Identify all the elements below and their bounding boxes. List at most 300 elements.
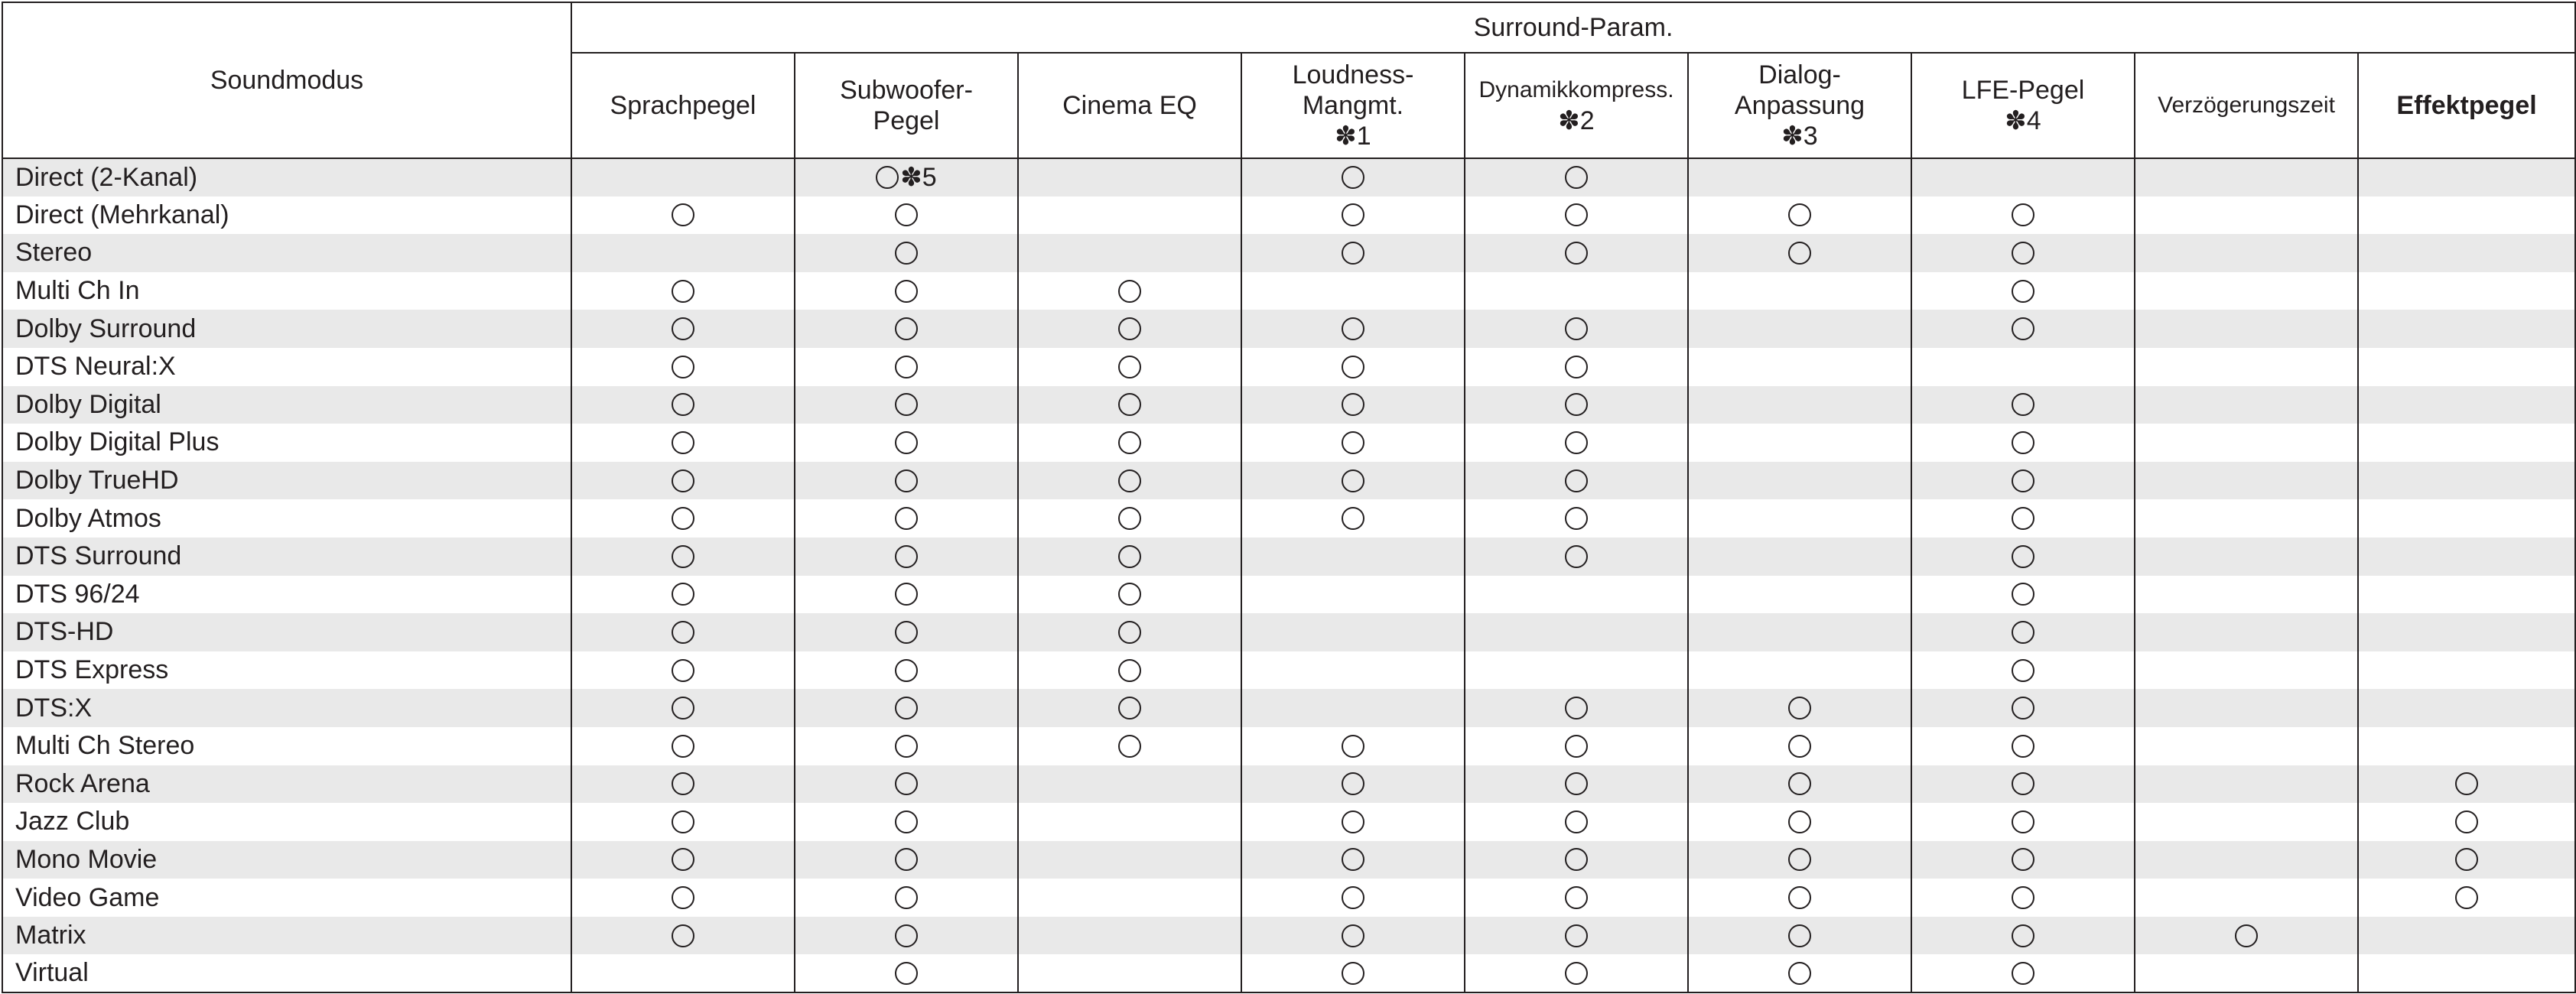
- cell-cinema-eq: [1018, 841, 1241, 879]
- supported-circle-icon: [1565, 924, 1588, 947]
- cell-loudness-mangmt: [1241, 727, 1465, 765]
- column-header-sprachpegel: Sprachpegel: [571, 53, 795, 158]
- cell-subwoofer-pegel: [795, 499, 1018, 538]
- supported-circle-icon: [1565, 507, 1588, 530]
- supported-circle-icon: [1565, 242, 1588, 265]
- sound-mode-name: Dolby Atmos: [2, 499, 571, 538]
- supported-circle-icon: [1342, 166, 1364, 189]
- column-header-cinema-eq: Cinema EQ: [1018, 53, 1241, 158]
- cell-subwoofer-pegel: [795, 879, 1018, 917]
- cell-cinema-eq: [1018, 917, 1241, 955]
- supported-circle-icon: [2012, 393, 2034, 416]
- cell-subwoofer-pegel: [795, 538, 1018, 576]
- cell-subwoofer-pegel: [795, 197, 1018, 235]
- cell-cinema-eq: [1018, 197, 1241, 235]
- sound-mode-name: Dolby TrueHD: [2, 462, 571, 500]
- cell-cinema-eq: [1018, 651, 1241, 690]
- table-row: [2, 841, 2575, 879]
- cell-sprachpegel: [571, 689, 795, 727]
- supported-circle-icon: [2012, 203, 2034, 226]
- supported-circle-icon: [2012, 545, 2034, 568]
- cell-dialog-anpassung: [1688, 234, 1911, 272]
- supported-circle-icon: [1342, 962, 1364, 985]
- supported-circle-icon: [1565, 886, 1588, 909]
- supported-circle-icon: [1788, 735, 1811, 758]
- cell-loudness-mangmt: [1241, 348, 1465, 386]
- supported-circle-icon: [1342, 735, 1364, 758]
- sound-mode-name: DTS-HD: [2, 613, 571, 651]
- cell-effektpegel: [2358, 689, 2575, 727]
- cell-verzoegerungszeit: [2135, 386, 2358, 424]
- table-row: [2, 234, 2575, 272]
- table-row: [2, 613, 2575, 651]
- footnote-marker: ✽5: [900, 163, 937, 193]
- cell-dynamikkompress: [1465, 197, 1688, 235]
- cell-dialog-anpassung: [1688, 386, 1911, 424]
- cell-sprachpegel: [571, 765, 795, 804]
- cell-subwoofer-pegel: [795, 765, 1018, 804]
- cell-lfe-pegel: [1911, 689, 2135, 727]
- supported-circle-icon: [1565, 356, 1588, 378]
- surround-param-header: Surround-Param.: [571, 2, 2575, 53]
- cell-subwoofer-pegel: [795, 803, 1018, 841]
- cell-dynamikkompress: [1465, 158, 1688, 197]
- supported-circle-icon: [895, 621, 918, 644]
- supported-circle-icon: [672, 356, 694, 378]
- cell-sprachpegel: [571, 879, 795, 917]
- supported-circle-icon: [2012, 772, 2034, 795]
- supported-circle-icon: [672, 697, 694, 720]
- cell-loudness-mangmt: [1241, 272, 1465, 310]
- cell-subwoofer-pegel: [795, 386, 1018, 424]
- sound-mode-name: DTS:X: [2, 689, 571, 727]
- cell-cinema-eq: [1018, 424, 1241, 462]
- cell-subwoofer-pegel: [795, 917, 1018, 955]
- cell-lfe-pegel: [1911, 917, 2135, 955]
- supported-circle-icon: [895, 317, 918, 340]
- cell-verzoegerungszeit: [2135, 538, 2358, 576]
- cell-lfe-pegel: [1911, 954, 2135, 992]
- supported-circle-icon: [672, 583, 694, 606]
- cell-dynamikkompress: [1465, 272, 1688, 310]
- supported-circle-icon: [672, 848, 694, 871]
- cell-loudness-mangmt: [1241, 765, 1465, 804]
- supported-circle-icon: [1788, 697, 1811, 720]
- supported-circle-icon: [672, 810, 694, 833]
- cell-verzoegerungszeit: [2135, 841, 2358, 879]
- cell-sprachpegel: [571, 197, 795, 235]
- cell-subwoofer-pegel: [795, 689, 1018, 727]
- cell-dialog-anpassung: [1688, 197, 1911, 235]
- cell-subwoofer-pegel: [795, 954, 1018, 992]
- cell-loudness-mangmt: [1241, 613, 1465, 651]
- cell-loudness-mangmt: [1241, 651, 1465, 690]
- column-header-loudness-mangmt: Loudness- Mangmt. ✽1: [1241, 53, 1465, 158]
- column-header-effektpegel: Effektpegel: [2358, 53, 2575, 158]
- cell-effektpegel: [2358, 462, 2575, 500]
- supported-circle-icon: [2012, 848, 2034, 871]
- supported-circle-icon: [2455, 810, 2478, 833]
- supported-circle-icon: [1788, 962, 1811, 985]
- supported-circle-icon: [1565, 848, 1588, 871]
- cell-verzoegerungszeit: [2135, 310, 2358, 348]
- column-header-lfe-pegel: LFE-Pegel ✽4: [1911, 53, 2135, 158]
- table-row: [2, 651, 2575, 690]
- supported-circle-icon: [1565, 772, 1588, 795]
- supported-circle-icon: [1118, 469, 1141, 492]
- cell-dialog-anpassung: [1688, 348, 1911, 386]
- cell-lfe-pegel: [1911, 613, 2135, 651]
- cell-dialog-anpassung: [1688, 272, 1911, 310]
- cell-effektpegel: [2358, 879, 2575, 917]
- cell-dynamikkompress: [1465, 424, 1688, 462]
- supported-circle-icon: [2012, 886, 2034, 909]
- cell-lfe-pegel: [1911, 197, 2135, 235]
- cell-cinema-eq: [1018, 158, 1241, 197]
- cell-sprachpegel: [571, 462, 795, 500]
- cell-sprachpegel: [571, 234, 795, 272]
- supported-circle-icon: [895, 469, 918, 492]
- cell-effektpegel: [2358, 348, 2575, 386]
- cell-subwoofer-pegel: [795, 158, 1018, 197]
- supported-circle-icon: [2012, 280, 2034, 303]
- supported-circle-icon: [1342, 772, 1364, 795]
- sound-mode-name: Mono Movie: [2, 841, 571, 879]
- cell-effektpegel: [2358, 651, 2575, 690]
- sound-mode-name: Dolby Surround: [2, 310, 571, 348]
- supported-circle-icon: [1118, 583, 1141, 606]
- supported-circle-icon: [672, 621, 694, 644]
- supported-circle-icon: [2012, 507, 2034, 530]
- supported-circle-icon: [1565, 697, 1588, 720]
- cell-verzoegerungszeit: [2135, 499, 2358, 538]
- supported-circle-icon: [1342, 810, 1364, 833]
- cell-dynamikkompress: [1465, 651, 1688, 690]
- supported-circle-icon: [1788, 886, 1811, 909]
- table-row: [2, 348, 2575, 386]
- sound-mode-name: DTS Express: [2, 651, 571, 690]
- table-row: [2, 576, 2575, 614]
- supported-circle-icon: [895, 848, 918, 871]
- cell-lfe-pegel: [1911, 348, 2135, 386]
- cell-dynamikkompress: [1465, 841, 1688, 879]
- supported-circle-icon: [1342, 393, 1364, 416]
- supported-circle-icon: [1342, 469, 1364, 492]
- cell-lfe-pegel: [1911, 499, 2135, 538]
- cell-effektpegel: [2358, 803, 2575, 841]
- cell-lfe-pegel: [1911, 272, 2135, 310]
- supported-circle-icon: [2455, 772, 2478, 795]
- cell-cinema-eq: [1018, 576, 1241, 614]
- cell-dialog-anpassung: [1688, 689, 1911, 727]
- cell-subwoofer-pegel: [795, 424, 1018, 462]
- supported-circle-icon: [2012, 697, 2034, 720]
- column-header-dynamikkompress: Dynamikkompress. ✽2: [1465, 53, 1688, 158]
- cell-loudness-mangmt: [1241, 879, 1465, 917]
- supported-circle-icon: [2012, 242, 2034, 265]
- cell-dynamikkompress: [1465, 727, 1688, 765]
- cell-effektpegel: [2358, 499, 2575, 538]
- cell-cinema-eq: [1018, 613, 1241, 651]
- supported-circle-icon: [1118, 507, 1141, 530]
- cell-verzoegerungszeit: [2135, 158, 2358, 197]
- cell-loudness-mangmt: [1241, 462, 1465, 500]
- cell-cinema-eq: [1018, 879, 1241, 917]
- cell-dialog-anpassung: [1688, 954, 1911, 992]
- table-row: [2, 197, 2575, 235]
- cell-effektpegel: [2358, 197, 2575, 235]
- cell-sprachpegel: [571, 538, 795, 576]
- supported-circle-icon: [1118, 317, 1141, 340]
- cell-verzoegerungszeit: [2135, 424, 2358, 462]
- supported-circle-icon: [895, 659, 918, 682]
- cell-loudness-mangmt: [1241, 538, 1465, 576]
- cell-sprachpegel: [571, 424, 795, 462]
- cell-lfe-pegel: [1911, 727, 2135, 765]
- cell-verzoegerungszeit: [2135, 348, 2358, 386]
- supported-circle-icon: [1118, 393, 1141, 416]
- supported-circle-icon: [895, 962, 918, 985]
- supported-circle-icon: [1565, 469, 1588, 492]
- cell-dynamikkompress: [1465, 954, 1688, 992]
- cell-lfe-pegel: [1911, 310, 2135, 348]
- cell-lfe-pegel: [1911, 803, 2135, 841]
- cell-loudness-mangmt: [1241, 197, 1465, 235]
- table-row: [2, 879, 2575, 917]
- cell-verzoegerungszeit: [2135, 576, 2358, 614]
- cell-effektpegel: [2358, 917, 2575, 955]
- cell-dialog-anpassung: [1688, 462, 1911, 500]
- cell-effektpegel: [2358, 272, 2575, 310]
- cell-cinema-eq: [1018, 499, 1241, 538]
- supported-circle-icon: [895, 583, 918, 606]
- column-header-subwoofer-pegel: Subwoofer- Pegel: [795, 53, 1018, 158]
- cell-effektpegel: [2358, 954, 2575, 992]
- cell-dialog-anpassung: [1688, 613, 1911, 651]
- supported-circle-icon: [1342, 848, 1364, 871]
- supported-circle-icon: [1788, 772, 1811, 795]
- table-row: [2, 272, 2575, 310]
- supported-circle-icon: [1118, 545, 1141, 568]
- cell-effektpegel: [2358, 158, 2575, 197]
- supported-circle-icon: [2235, 924, 2258, 947]
- supported-circle-icon: [1342, 924, 1364, 947]
- cell-cinema-eq: [1018, 348, 1241, 386]
- table-row: [2, 689, 2575, 727]
- cell-verzoegerungszeit: [2135, 803, 2358, 841]
- sound-mode-name: DTS 96/24: [2, 576, 571, 614]
- supported-circle-icon: [2012, 431, 2034, 454]
- cell-dynamikkompress: [1465, 386, 1688, 424]
- cell-effektpegel: [2358, 310, 2575, 348]
- supported-circle-icon: [2012, 469, 2034, 492]
- cell-subwoofer-pegel: [795, 462, 1018, 500]
- table-row: [2, 538, 2575, 576]
- cell-lfe-pegel: [1911, 462, 2135, 500]
- cell-lfe-pegel: [1911, 765, 2135, 804]
- cell-effektpegel: [2358, 613, 2575, 651]
- cell-dynamikkompress: [1465, 462, 1688, 500]
- supported-circle-icon: [2455, 886, 2478, 909]
- cell-sprachpegel: [571, 803, 795, 841]
- supported-circle-icon: [2012, 962, 2034, 985]
- footnote-marker: ✽1: [1335, 122, 1371, 151]
- sound-mode-name: Multi Ch Stereo: [2, 727, 571, 765]
- cell-loudness-mangmt: [1241, 499, 1465, 538]
- cell-dynamikkompress: [1465, 613, 1688, 651]
- supported-circle-icon: [672, 545, 694, 568]
- cell-loudness-mangmt: [1241, 424, 1465, 462]
- cell-effektpegel: [2358, 765, 2575, 804]
- cell-dialog-anpassung: [1688, 765, 1911, 804]
- cell-lfe-pegel: [1911, 576, 2135, 614]
- supported-circle-icon: [2455, 848, 2478, 871]
- cell-cinema-eq: [1018, 689, 1241, 727]
- supported-circle-icon: [895, 356, 918, 378]
- sound-mode-name: Dolby Digital: [2, 386, 571, 424]
- sound-mode-name: Rock Arena: [2, 765, 571, 804]
- footnote-marker: ✽4: [2005, 106, 2041, 135]
- cell-lfe-pegel: [1911, 879, 2135, 917]
- cell-verzoegerungszeit: [2135, 613, 2358, 651]
- cell-loudness-mangmt: [1241, 689, 1465, 727]
- cell-verzoegerungszeit: [2135, 462, 2358, 500]
- cell-effektpegel: [2358, 727, 2575, 765]
- cell-dynamikkompress: [1465, 803, 1688, 841]
- supported-circle-icon: [895, 242, 918, 265]
- cell-sprachpegel: [571, 386, 795, 424]
- footnote-marker: ✽3: [1781, 122, 1818, 151]
- supported-circle-icon: [2012, 317, 2034, 340]
- cell-cinema-eq: [1018, 462, 1241, 500]
- cell-verzoegerungszeit: [2135, 954, 2358, 992]
- supported-circle-icon: [895, 545, 918, 568]
- cell-dialog-anpassung: [1688, 538, 1911, 576]
- supported-circle-icon: [672, 317, 694, 340]
- supported-circle-icon: [1788, 924, 1811, 947]
- supported-circle-icon: [1565, 166, 1588, 189]
- supported-circle-icon: [1565, 431, 1588, 454]
- cell-verzoegerungszeit: [2135, 272, 2358, 310]
- supported-circle-icon: [672, 203, 694, 226]
- supported-circle-icon: [2012, 810, 2034, 833]
- cell-sprachpegel: [571, 576, 795, 614]
- supported-circle-icon: [1342, 356, 1364, 378]
- cell-sprachpegel: [571, 348, 795, 386]
- supported-circle-icon: [1118, 735, 1141, 758]
- supported-circle-icon: [672, 393, 694, 416]
- cell-loudness-mangmt: [1241, 386, 1465, 424]
- cell-dialog-anpassung: [1688, 727, 1911, 765]
- cell-cinema-eq: [1018, 954, 1241, 992]
- sound-mode-name: DTS Surround: [2, 538, 571, 576]
- supported-circle-icon: [1118, 431, 1141, 454]
- cell-cinema-eq: [1018, 272, 1241, 310]
- cell-dynamikkompress: [1465, 348, 1688, 386]
- cell-cinema-eq: [1018, 727, 1241, 765]
- supported-circle-icon: [1342, 431, 1364, 454]
- cell-cinema-eq: [1018, 234, 1241, 272]
- sound-mode-name: DTS Neural:X: [2, 348, 571, 386]
- supported-circle-icon: [1788, 848, 1811, 871]
- cell-effektpegel: [2358, 538, 2575, 576]
- cell-sprachpegel: [571, 158, 795, 197]
- supported-circle-icon: [1118, 697, 1141, 720]
- supported-circle-icon: [672, 431, 694, 454]
- table-row: [2, 803, 2575, 841]
- cell-verzoegerungszeit: [2135, 197, 2358, 235]
- sound-mode-name: Virtual: [2, 954, 571, 992]
- cell-subwoofer-pegel: [795, 310, 1018, 348]
- cell-verzoegerungszeit: [2135, 879, 2358, 917]
- cell-sprachpegel: [571, 917, 795, 955]
- cell-loudness-mangmt: [1241, 234, 1465, 272]
- supported-circle-icon: [895, 810, 918, 833]
- supported-circle-icon: [672, 507, 694, 530]
- sound-mode-name: Video Game: [2, 879, 571, 917]
- supported-circle-icon: [895, 735, 918, 758]
- cell-verzoegerungszeit: [2135, 689, 2358, 727]
- supported-circle-icon: [1788, 203, 1811, 226]
- cell-sprachpegel: [571, 841, 795, 879]
- cell-cinema-eq: [1018, 803, 1241, 841]
- cell-lfe-pegel: [1911, 386, 2135, 424]
- cell-loudness-mangmt: [1241, 803, 1465, 841]
- cell-dialog-anpassung: [1688, 424, 1911, 462]
- cell-effektpegel: [2358, 576, 2575, 614]
- cell-sprachpegel: [571, 310, 795, 348]
- cell-cinema-eq: [1018, 310, 1241, 348]
- supported-circle-icon: [2012, 659, 2034, 682]
- cell-loudness-mangmt: [1241, 917, 1465, 955]
- supported-circle-icon: [1118, 621, 1141, 644]
- supported-circle-icon: [1118, 280, 1141, 303]
- supported-circle-icon: [895, 697, 918, 720]
- cell-cinema-eq: [1018, 538, 1241, 576]
- cell-dynamikkompress: [1465, 310, 1688, 348]
- table-row: [2, 765, 2575, 804]
- supported-circle-icon: [2012, 621, 2034, 644]
- supported-circle-icon: [876, 166, 899, 189]
- cell-dialog-anpassung: [1688, 576, 1911, 614]
- supported-circle-icon: [2012, 735, 2034, 758]
- cell-dynamikkompress: [1465, 538, 1688, 576]
- sound-mode-name: Direct (2-Kanal): [2, 158, 571, 197]
- sound-mode-name: Stereo: [2, 234, 571, 272]
- cell-lfe-pegel: [1911, 158, 2135, 197]
- table-row: [2, 386, 2575, 424]
- cell-effektpegel: [2358, 386, 2575, 424]
- cell-lfe-pegel: [1911, 651, 2135, 690]
- table-row: [2, 310, 2575, 348]
- supported-circle-icon: [895, 507, 918, 530]
- cell-subwoofer-pegel: [795, 727, 1018, 765]
- sound-mode-name: Dolby Digital Plus: [2, 424, 571, 462]
- cell-dynamikkompress: [1465, 765, 1688, 804]
- cell-dialog-anpassung: [1688, 310, 1911, 348]
- cell-verzoegerungszeit: [2135, 234, 2358, 272]
- cell-verzoegerungszeit: [2135, 651, 2358, 690]
- table-row: [2, 954, 2575, 992]
- supported-circle-icon: [1565, 962, 1588, 985]
- cell-sprachpegel: [571, 651, 795, 690]
- supported-circle-icon: [1565, 393, 1588, 416]
- soundmodus-header: Soundmodus: [2, 2, 571, 158]
- supported-circle-icon: [1118, 659, 1141, 682]
- cell-verzoegerungszeit: [2135, 765, 2358, 804]
- cell-verzoegerungszeit: [2135, 917, 2358, 955]
- cell-dynamikkompress: [1465, 879, 1688, 917]
